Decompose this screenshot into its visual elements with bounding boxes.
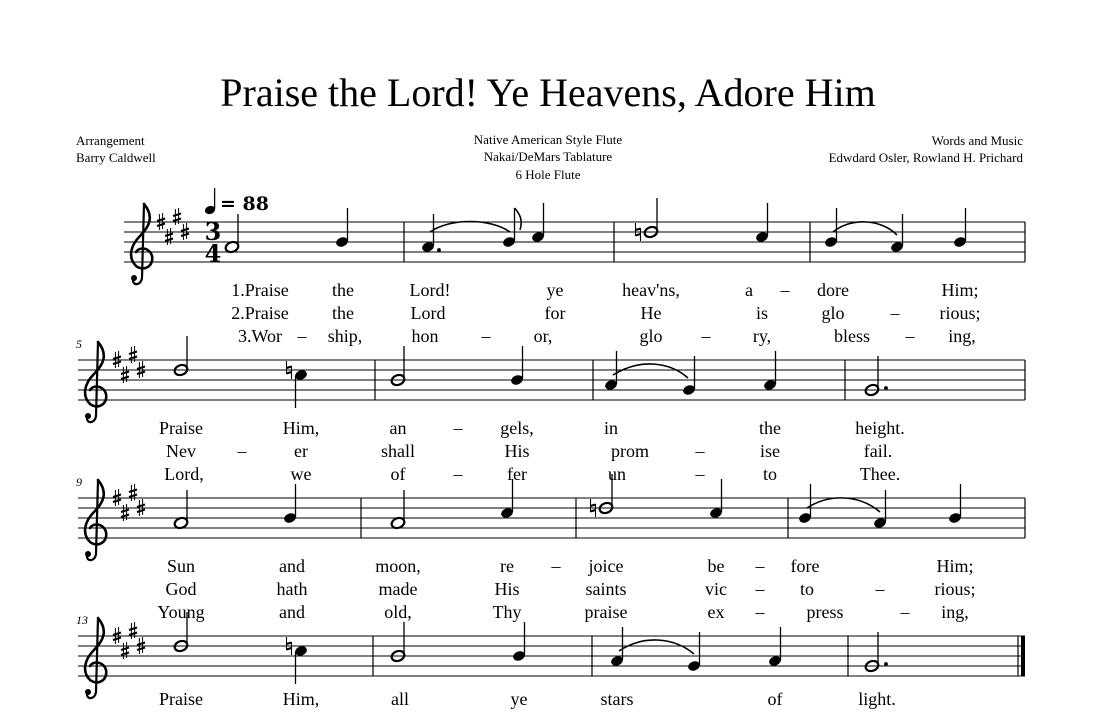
lyric-syllable: re	[500, 556, 514, 576]
staff-system-1	[124, 198, 1025, 346]
lyric-syllable: the	[332, 280, 354, 300]
lyric-hyphen: –	[755, 602, 765, 622]
treble-clef-icon	[85, 480, 106, 560]
lyric-syllable: fore	[790, 556, 820, 576]
lyric-syllable: Young	[157, 602, 205, 622]
lyric-hyphen: –	[297, 326, 307, 346]
lyric-syllable: Him,	[282, 418, 320, 438]
lyric-syllable: rious;	[939, 303, 981, 323]
lyric-hyphen: –	[780, 280, 790, 300]
lyric-syllable: to	[799, 579, 815, 599]
lyric-hyphen: –	[551, 556, 561, 576]
lyrics-system-3	[157, 556, 975, 622]
instrument-label: Native American Style Flute	[473, 132, 623, 147]
lyric-syllable: glo	[821, 303, 845, 323]
lyric-syllable: be	[707, 556, 725, 576]
lyric-syllable: stars	[600, 689, 634, 709]
tempo-marking	[204, 188, 269, 216]
staff-lines	[124, 222, 1025, 262]
lyric-syllable: prom	[611, 441, 649, 461]
lyric-hyphen: –	[905, 326, 915, 346]
lyric-syllable: Lord	[410, 303, 446, 323]
lyric-syllable: vic	[705, 579, 727, 599]
measure-number: 5	[76, 337, 82, 351]
lyric-syllable: Praise	[159, 418, 203, 438]
lyric-syllable: for	[544, 303, 566, 323]
lyric-syllable: God	[165, 579, 197, 599]
lyric-syllable: press	[806, 602, 844, 622]
lyric-syllable: His	[504, 441, 530, 461]
lyric-hyphen: –	[755, 556, 765, 576]
lyric-syllable: Nev	[166, 441, 196, 461]
staff-lines	[78, 636, 1025, 676]
lyric-syllable: un	[608, 464, 626, 484]
lyric-hyphen: –	[237, 441, 247, 461]
lyric-syllable: in	[603, 418, 619, 438]
lyric-syllable: the	[332, 303, 354, 323]
lyric-syllable: saints	[585, 579, 627, 599]
lyric-hyphen: –	[875, 579, 885, 599]
lyric-hyphen: –	[453, 464, 463, 484]
time-signature-top: 3	[204, 217, 222, 246]
notes	[224, 198, 967, 254]
lyric-syllable: Him;	[936, 556, 974, 576]
final-barline	[1021, 636, 1025, 676]
lyric-syllable: to	[762, 464, 778, 484]
lyric-syllable: bless	[834, 326, 870, 346]
staff-lines	[78, 360, 1025, 400]
tempo-value: = 88	[220, 193, 269, 215]
lyric-syllable: Thy	[492, 602, 522, 622]
lyric-syllable: of	[390, 464, 406, 484]
lyric-syllable: a	[745, 280, 753, 300]
composer-names: Edwdard Osler, Rowland H. Prichard	[828, 150, 1023, 165]
words-music-label: Words and Music	[931, 133, 1023, 148]
lyric-syllable: hath	[276, 579, 308, 599]
lyric-syllable: ise	[760, 441, 780, 461]
lyric-syllable: 2.Praise	[231, 303, 289, 323]
time-signature-bottom: 4	[204, 239, 222, 268]
lyric-hyphen: –	[890, 303, 900, 323]
lyric-hyphen: –	[481, 326, 491, 346]
measure-number: 9	[76, 475, 82, 489]
lyric-syllable: Praise	[159, 689, 203, 709]
lyric-syllable: Him;	[941, 280, 979, 300]
lyric-hyphen: –	[900, 602, 910, 622]
treble-clef-icon	[131, 204, 152, 284]
lyric-syllable: His	[494, 579, 520, 599]
lyric-syllable: ing,	[948, 326, 976, 346]
lyric-hyphen: –	[695, 441, 705, 461]
lyric-syllable: old,	[384, 602, 412, 622]
lyric-hyphen: –	[755, 579, 765, 599]
time-signature	[205, 217, 222, 268]
lyric-syllable: Sun	[166, 556, 196, 576]
lyric-syllable: 1.Praise	[231, 280, 289, 300]
lyric-syllable: glo	[639, 326, 663, 346]
lyric-syllable: fer	[507, 464, 527, 484]
lyric-syllable: and	[279, 556, 305, 576]
lyric-syllable: praise	[584, 602, 628, 622]
lyric-syllable: Lord,	[164, 464, 204, 484]
staff-system-2	[76, 336, 1025, 484]
lyric-syllable: moon,	[375, 556, 421, 576]
lyrics-system-1	[231, 280, 980, 346]
lyric-syllable: shall	[381, 441, 415, 461]
lyric-syllable: 3.Wor	[237, 326, 283, 346]
lyric-syllable: an	[389, 418, 407, 438]
lyric-syllable: er	[294, 441, 308, 461]
lyric-syllable: heav'ns,	[622, 280, 680, 300]
staff-system-3	[76, 474, 1025, 622]
lyric-syllable: He	[640, 303, 662, 323]
lyrics-system-2	[159, 418, 905, 484]
lyric-syllable: ex	[707, 602, 725, 622]
lyric-syllable: light.	[858, 689, 896, 709]
lyric-syllable: Him,	[282, 689, 320, 709]
notes	[173, 612, 888, 684]
notes	[173, 336, 888, 408]
page-title: Praise the Lord! Ye Heavens, Adore Him	[220, 70, 876, 115]
lyric-syllable: fail.	[863, 441, 893, 461]
lyric-hyphen: –	[695, 464, 705, 484]
lyric-syllable: ye	[510, 689, 528, 709]
lyric-syllable: Lord!	[409, 280, 451, 300]
lyric-syllable: ing,	[941, 602, 969, 622]
flute-type-label: 6 Hole Flute	[515, 167, 581, 182]
key-signature-4-sharps-icon	[113, 622, 145, 659]
lyric-syllable: ry,	[752, 326, 772, 346]
lyric-syllable: ship,	[327, 326, 363, 346]
staff-system-4	[76, 612, 1025, 709]
lyric-syllable: is	[755, 303, 769, 323]
measure-number: 13	[76, 613, 88, 627]
lyric-syllable: rious;	[934, 579, 976, 599]
lyric-syllable: hon	[411, 326, 439, 346]
lyric-syllable: dore	[817, 280, 849, 300]
treble-clef-icon	[85, 342, 106, 422]
key-signature-4-sharps-icon	[113, 346, 145, 383]
lyric-syllable: of	[767, 689, 783, 709]
lyric-hyphen: –	[701, 326, 711, 346]
lyric-syllable: height.	[855, 418, 905, 438]
lyrics-system-4	[159, 689, 896, 709]
key-signature-4-sharps-icon	[157, 208, 189, 245]
lyric-syllable: the	[759, 418, 781, 438]
lyric-syllable: we	[290, 464, 312, 484]
lyric-syllable: gels,	[500, 418, 534, 438]
arranger-name: Barry Caldwell	[76, 150, 156, 165]
key-signature-4-sharps-icon	[113, 484, 145, 521]
lyric-syllable: all	[391, 689, 409, 709]
treble-clef-icon	[85, 618, 106, 698]
tablature-label: Nakai/DeMars Tablature	[483, 149, 613, 164]
lyric-syllable: or,	[533, 326, 553, 346]
staff-lines	[78, 498, 1025, 538]
arrangement-label: Arrangement	[76, 133, 145, 148]
lyric-syllable: joice	[588, 556, 624, 576]
lyric-hyphen: –	[453, 418, 463, 438]
lyric-syllable: Thee.	[859, 464, 901, 484]
lyric-syllable: and	[279, 602, 305, 622]
lyric-syllable: ye	[546, 280, 564, 300]
lyric-syllable: made	[378, 579, 418, 599]
